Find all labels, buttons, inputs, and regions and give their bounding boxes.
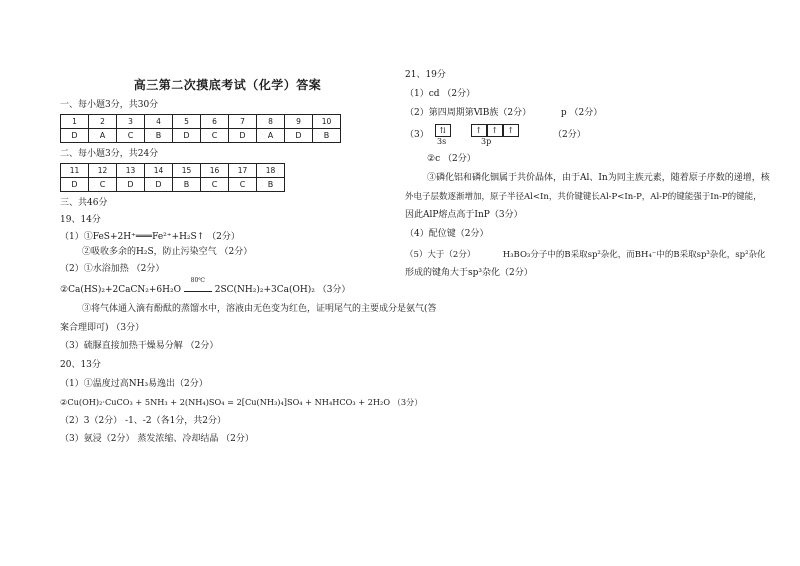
section-2-answer-table xyxy=(60,163,285,192)
reaction-condition: 80℃ xyxy=(190,276,206,284)
answer-cell: D xyxy=(173,129,201,143)
q19-heading: 19、14分 xyxy=(60,214,101,225)
question-number: 9 xyxy=(285,115,313,129)
answer-cell: B xyxy=(313,129,341,143)
answer-cell: D xyxy=(285,129,313,143)
page-title: 高三第二次摸底考试（化学）答案 xyxy=(133,78,322,92)
question-number: 14 xyxy=(145,163,173,177)
q19-line-3: （2）①水浴加热 （2分） xyxy=(60,264,165,275)
question-number: 2 xyxy=(89,115,117,129)
question-number: 3 xyxy=(117,115,145,129)
question-number: 6 xyxy=(201,115,229,129)
table-row xyxy=(61,129,341,143)
answer-cell: D xyxy=(145,177,173,191)
q21-orbital-line xyxy=(405,124,745,150)
q19-equation-products: 2SC(NH₂)₂+3Ca(OH)₂ （3分） xyxy=(214,284,351,295)
orbital-3s-label: 3s xyxy=(437,137,447,147)
answer-cell: B xyxy=(173,177,201,191)
question-number: 13 xyxy=(117,163,145,177)
q21-line-2-part-b: p （2分） xyxy=(560,107,603,118)
question-number: 18 xyxy=(257,163,285,177)
orbital-3p-box-1: ↑ xyxy=(471,124,487,137)
q19-line-1: （1）①FeS+2H⁺═══Fe²⁺+H₂S↑ （2分） xyxy=(60,231,240,242)
table-row xyxy=(61,163,285,177)
q20-heading: 20、13分 xyxy=(60,360,101,371)
orbital-3p-box-2: ↑ xyxy=(487,124,503,137)
question-number: 4 xyxy=(145,115,173,129)
q21-line-8: （4）配位键（2分） xyxy=(405,228,489,239)
q21-line-2-part-a: （2）第四周期第ⅥB族（2分） xyxy=(405,107,532,118)
question-number: 10 xyxy=(313,115,341,129)
q21-line-4: ②c （2分） xyxy=(427,154,476,165)
section-2-heading: 二、每小题3分，共24分 xyxy=(60,149,159,160)
q21-line-2 xyxy=(405,108,745,119)
answer-cell: B xyxy=(145,129,173,143)
q19-line-5: ③将气体通入滴有酚酞的蒸馏水中，溶液由无色变为红色，证明尾气的主要成分是氨气(答 xyxy=(82,303,437,314)
q21-line-5: ③磷化铝和磷化铟属于共价晶体，由于Al、In为同主族元素，随着原子序数的递增，核 xyxy=(427,173,770,184)
orbital-3p-label: 3p xyxy=(481,137,492,147)
q21-line-9-part-b: H₃BO₃分子中的B采取sp²杂化，而BH₄⁻中的B采取sp³杂化，sp²杂化 xyxy=(502,249,766,260)
question-number: 17 xyxy=(229,163,257,177)
question-number: 5 xyxy=(173,115,201,129)
q21-line-9 xyxy=(405,249,766,260)
arrow-line xyxy=(184,291,212,292)
q21-line-7: 因此AlP熔点高于InP（3分） xyxy=(405,210,523,221)
q21-line-1: （1）cd （2分） xyxy=(405,88,476,99)
answer-cell: D xyxy=(61,129,89,143)
right-column xyxy=(405,70,770,279)
table-row xyxy=(61,115,341,129)
table-row xyxy=(61,177,285,191)
q21-line-6: 外电子层数逐渐增加，原子半径Al<In，共价键键长Al-P<In-P，Al-P的键能强于In-P的键能， xyxy=(405,191,762,202)
answer-cell: A xyxy=(257,129,285,143)
q21-heading: 21、19分 xyxy=(405,70,446,80)
question-number: 8 xyxy=(257,115,285,129)
q21-line-3-score: （2分） xyxy=(553,130,586,141)
section-1-heading: 一、每小题3分，共30分 xyxy=(60,100,159,111)
q21-line-10: 形成的键角大于sp³杂化（2分） xyxy=(405,267,533,278)
orbital-3s-box: ⇅ xyxy=(435,124,451,137)
answer-cell: D xyxy=(117,177,145,191)
answer-cell: A xyxy=(89,129,117,143)
q19-equation xyxy=(60,276,395,296)
section-1-answer-table xyxy=(60,114,341,143)
question-number: 7 xyxy=(229,115,257,129)
answer-cell: D xyxy=(229,129,257,143)
section-3-heading: 三、共46分 xyxy=(60,197,108,208)
answer-cell: C xyxy=(201,177,229,191)
orbital-3p-box-3: ↑ xyxy=(503,124,519,137)
answer-cell: B xyxy=(257,177,285,191)
orbital-diagram xyxy=(435,124,519,147)
q19-equation-reactants: ②Ca(HS)₂+2CaCN₂+6H₂O xyxy=(60,284,181,295)
left-column xyxy=(60,78,437,445)
answer-cell: C xyxy=(229,177,257,191)
q20-line-1: （1）①温度过高NH₃易逸出（2分） xyxy=(60,378,208,389)
reaction-arrow xyxy=(184,276,212,292)
question-number: 12 xyxy=(89,163,117,177)
q21-line-3-label: （3） xyxy=(405,130,429,141)
q21-line-9-part-a: （5）大于（2分） xyxy=(405,249,476,260)
answer-cell: C xyxy=(117,129,145,143)
question-number: 11 xyxy=(61,163,89,177)
q20-line-4: （3）氨浸（2分） 蒸发浓缩、冷却结晶 （2分） xyxy=(60,434,254,445)
q20-line-3: （2）3（2分） -1、-2（各1分，共2分） xyxy=(60,415,227,426)
question-number: 1 xyxy=(61,115,89,129)
question-number: 16 xyxy=(201,163,229,177)
q19-line-7: （3）硫脲直接加热干燥易分解 （2分） xyxy=(60,341,219,352)
orbital-labels xyxy=(435,137,519,147)
answer-cell: C xyxy=(89,177,117,191)
q19-line-6: 案合理即可) （3分） xyxy=(60,322,145,333)
answer-cell: D xyxy=(61,177,89,191)
question-number: 15 xyxy=(173,163,201,177)
q20-line-2: ②Cu(OH)₂·CuCO₃ + 5NH₃ + 2(NH₄)SO₄ = 2[Cu(NH₃)₄]SO₄ + NH₄HCO₃ + 2H₂O （3分） xyxy=(60,396,423,407)
q19-line-2: ②吸收多余的H₂S，防止污染空气 （2分） xyxy=(82,247,253,258)
answer-cell: C xyxy=(201,129,229,143)
